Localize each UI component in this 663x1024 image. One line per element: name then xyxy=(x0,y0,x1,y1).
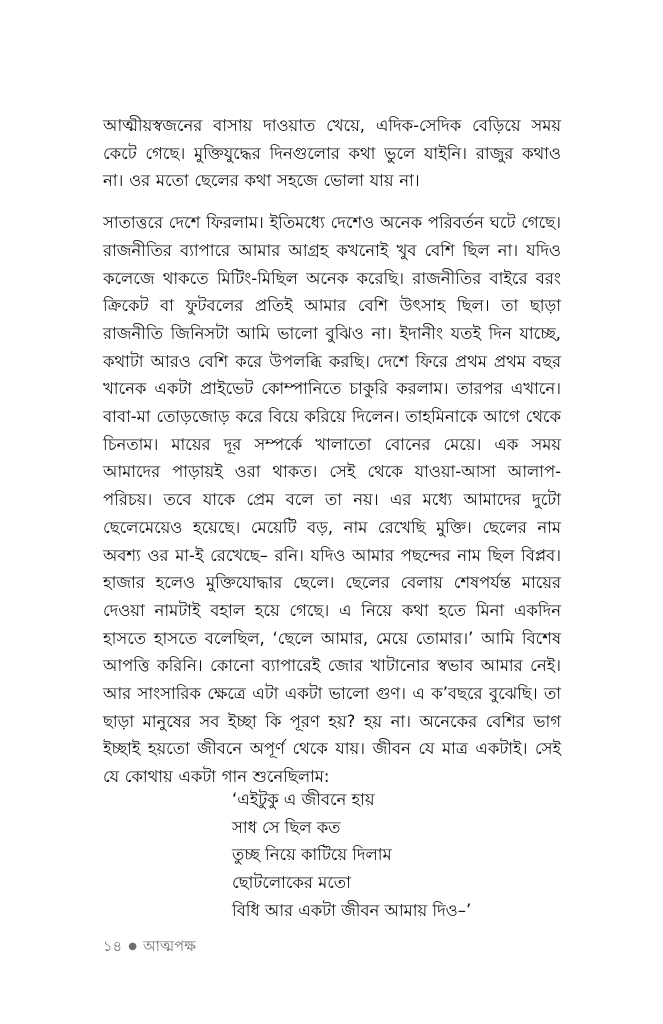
body-text-block xyxy=(103,112,561,791)
bullet-separator-icon: ● xyxy=(128,941,137,952)
page-number: ১৪ xyxy=(103,939,123,955)
paragraph-1: আত্মীয়স্বজনের বাসায় দাওয়াত খেয়ে, এদিক-সেদিক বেড়িয়ে সময় কেটে গেছে। মুক্তিযুদ্ধের দিনগুলোর কথা ভুলে যাইনি। রাজুর কথাও না। ওর মতো ছেলের কথা সহজে ভোলা যায় না। xyxy=(103,116,561,191)
paragraph-2: সাতাত্তরে দেশে ফিরলাম। ইতিমধ্যে দেশেও অনেক পরিবর্তন ঘটে গেছে। রাজনীতির ব্যাপারে আমার আগ্রহ কখনোই খুব বেশি ছিল না। যদিও কলেজে থাকতে মিটিং-মিছিল অনেক করেছি। রাজনীতির বাইরে বরং ক্রিকেট বা ফুটবলের প্রতিই আমার বেশি উৎসাহ ছিল। তা ছাড়া রাজনীতি জিনিসটা আমি ভালো বুঝিও না। ইদানীং যতই দিন যাচ্ছে, কথাটা আরও বেশি করে উপলব্ধি করছি। দেশে ফিরে প্রথম প্রথম বছর খানেক একটা প্রাইভেট কোম্পানিতে চাকুরি করলাম। তারপর এখানে। বাবা-মা তোড়জোড় করে বিয়ে করিয়ে দিলেন। তাহমিনাকে আগে থেকে চিনতাম। মায়ের দূর সম্পর্কে খালাতো বোনের মেয়ে। এক সময় আমাদের পাড়ায়ই ওরা থাকত। সেই থেকে যাওয়া-আসা আলাপ-পরিচয়। তবে যাকে প্রেম বলে তা নয়। এর মধ্যে আমাদের দুটো ছেলেমেয়েও হয়েছে। মেয়েটি বড়, নাম রেখেছি মুক্তি। ছেলের নাম অবশ্য ওর মা-ই রেখেছে– রনি। যদিও আমার পছন্দের নাম ছিল বিপ্লব। হাজার হলেও মুক্তিযোদ্ধার ছেলে। ছেলের বেলায় শেষপর্যন্ত মায়ের দেওয়া নামটাই বহাল হয়ে গেছে। এ নিয়ে কথা হতে মিনা একদিন হাসতে হাসতে বলেছিল, ‘ছেলে আমার, মেয়ে তোমার।’ আমি বিশেষ আপত্তি করিনি। কোনো ব্যাপারেই জোর খাটানোর স্বভাব আমার নেই। আর সাংসারিক ক্ষেত্রে এটা একটা ভালো গুণ। এ ক’বছরে বুঝেছি। তা ছাড়া মানুষের সব ইচ্ছা কি পূরণ হয়? হয় না। অনেকের বেশির ভাগ ইচ্ছাই হয়তো জীবনে অপূর্ণ থেকে যায়। জীবন যে মাত্র একটাই। সেই যে কোথায় একটা গান শুনেছিলাম: xyxy=(103,213,561,787)
verse-line-3: তুচ্ছ নিয়ে কাটিয়ে দিলাম xyxy=(232,845,392,865)
verse-line-1: ‘এইটুকু এ জীবনে হায় xyxy=(232,790,375,809)
verse-quotation-block xyxy=(232,786,562,925)
book-title: আত্মপক্ষ xyxy=(142,939,197,955)
verse-line-2: সাধ সে ছিল কত xyxy=(232,817,341,837)
verse-line-5: বিধি আর একটা জীবন আমায় দিও–’ xyxy=(232,900,472,920)
verse-line-4: ছোটলোকের মতো xyxy=(232,873,351,893)
page-footer xyxy=(103,936,196,960)
